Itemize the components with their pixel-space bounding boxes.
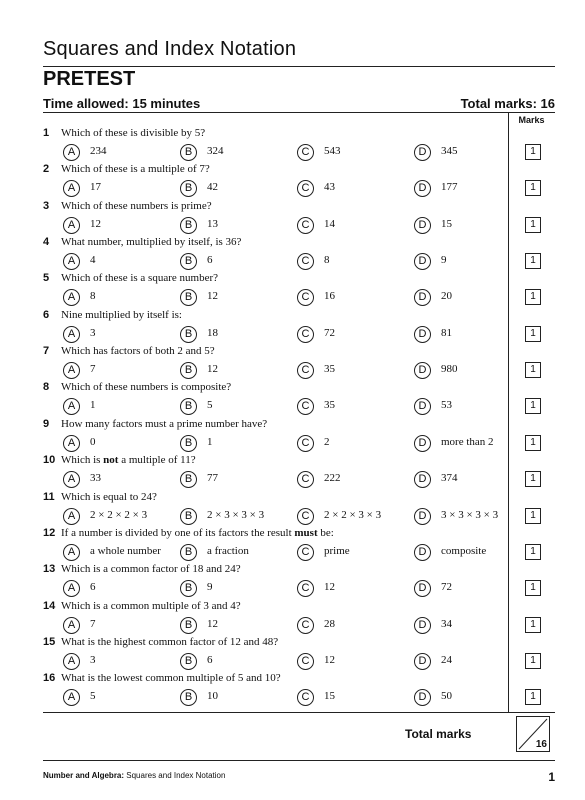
mark-box: 1 bbox=[525, 435, 541, 451]
question-number: 11 bbox=[43, 491, 55, 503]
question-text-part: What number, multiplied by itself, is 36? bbox=[61, 236, 242, 248]
option-letter-circle[interactable]: D bbox=[414, 471, 431, 488]
question-7 bbox=[43, 345, 508, 381]
option-answer: 4 bbox=[90, 254, 96, 266]
option-letter-circle[interactable]: B bbox=[180, 253, 197, 270]
option-answer: 0 bbox=[90, 436, 96, 448]
total-marks-value: 16 bbox=[535, 739, 547, 750]
option-answer: 81 bbox=[441, 327, 452, 339]
mark-box: 1 bbox=[525, 289, 541, 305]
option-letter-circle[interactable]: B bbox=[180, 289, 197, 306]
option-answer: 234 bbox=[90, 145, 107, 157]
question-16 bbox=[43, 672, 508, 708]
footer-text bbox=[43, 771, 225, 780]
option-answer: 53 bbox=[441, 399, 452, 411]
time-allowed: Time allowed: 15 minutes bbox=[43, 96, 201, 111]
bottom-rule bbox=[43, 712, 555, 713]
option-letter-circle[interactable]: C bbox=[297, 253, 314, 270]
option-answer: 10 bbox=[207, 690, 218, 702]
mark-box: 1 bbox=[525, 253, 541, 269]
option-answer: 72 bbox=[324, 327, 335, 339]
option-letter-circle[interactable]: A bbox=[63, 289, 80, 306]
option-letter-circle[interactable]: B bbox=[180, 326, 197, 343]
option-letter-circle[interactable]: A bbox=[63, 544, 80, 561]
question-text bbox=[61, 381, 231, 393]
question-number: 2 bbox=[43, 163, 50, 175]
question-text-part: Which is a common factor of 18 and 24? bbox=[61, 563, 241, 575]
question-text bbox=[61, 600, 241, 612]
question-number: 5 bbox=[43, 272, 50, 284]
option-answer: 12 bbox=[207, 290, 218, 302]
question-text-part: Which of these is divisible by 5? bbox=[61, 127, 206, 139]
question-number: 3 bbox=[43, 200, 50, 212]
question-text bbox=[61, 163, 210, 175]
question-12 bbox=[43, 527, 508, 563]
option-letter-circle[interactable]: D bbox=[414, 289, 431, 306]
question-6 bbox=[43, 309, 508, 345]
option-answer: 2 × 2 × 3 × 3 bbox=[324, 509, 382, 521]
question-8 bbox=[43, 381, 508, 417]
question-11 bbox=[43, 491, 508, 527]
question-text bbox=[61, 127, 205, 139]
option-letter-circle[interactable]: A bbox=[63, 398, 80, 415]
option-letter-circle[interactable]: A bbox=[63, 435, 80, 452]
question-number: 6 bbox=[43, 309, 50, 321]
question-4 bbox=[43, 236, 508, 272]
question-text-part: Which is bbox=[61, 454, 104, 466]
option-answer: 50 bbox=[441, 690, 452, 702]
option-letter-circle[interactable]: D bbox=[414, 544, 431, 561]
section-title: Squares and Index Notation bbox=[43, 38, 297, 60]
option-answer: 12 bbox=[207, 618, 218, 630]
option-letter-circle[interactable]: C bbox=[297, 617, 314, 634]
question-number: 13 bbox=[43, 563, 56, 575]
question-text-part: Which of these numbers is composite? bbox=[61, 381, 232, 393]
option-letter-circle[interactable]: C bbox=[297, 144, 314, 161]
option-answer: 12 bbox=[207, 363, 218, 375]
question-text bbox=[61, 563, 241, 575]
option-answer: 12 bbox=[90, 218, 101, 230]
option-answer: 77 bbox=[207, 472, 218, 484]
option-answer: 35 bbox=[324, 363, 335, 375]
mark-box: 1 bbox=[525, 217, 541, 233]
question-text bbox=[61, 491, 157, 503]
total-marks-header: Total marks: 16 bbox=[460, 96, 555, 111]
option-answer: 5 bbox=[90, 690, 96, 702]
option-letter-circle[interactable]: A bbox=[63, 471, 80, 488]
mark-box: 1 bbox=[525, 544, 541, 560]
option-answer: 17 bbox=[90, 181, 101, 193]
question-14 bbox=[43, 600, 508, 636]
question-number: 15 bbox=[43, 636, 56, 648]
question-9 bbox=[43, 418, 508, 454]
option-answer: 3 bbox=[90, 327, 96, 339]
question-number: 10 bbox=[43, 454, 56, 466]
option-answer: 14 bbox=[324, 218, 335, 230]
option-answer: 18 bbox=[207, 327, 218, 339]
option-letter-circle[interactable]: B bbox=[180, 398, 197, 415]
option-letter-circle[interactable]: D bbox=[414, 508, 431, 525]
page-number: 1 bbox=[548, 770, 555, 784]
option-letter-circle[interactable]: C bbox=[297, 289, 314, 306]
question-2 bbox=[43, 163, 508, 199]
option-answer: 28 bbox=[324, 618, 335, 630]
option-answer: 34 bbox=[441, 618, 452, 630]
option-letter-circle[interactable]: C bbox=[297, 217, 314, 234]
mark-box: 1 bbox=[525, 617, 541, 633]
option-letter-circle[interactable]: A bbox=[63, 653, 80, 670]
option-answer: a fraction bbox=[207, 545, 249, 557]
option-letter-circle[interactable]: A bbox=[63, 508, 80, 525]
marks-header: Marks bbox=[518, 115, 545, 125]
option-letter-circle[interactable]: B bbox=[180, 435, 197, 452]
option-letter-circle[interactable]: D bbox=[414, 362, 431, 379]
question-text bbox=[61, 454, 196, 466]
question-text bbox=[61, 236, 241, 248]
option-answer: 13 bbox=[207, 218, 218, 230]
question-text-part: Nine multiplied by itself is: bbox=[61, 309, 182, 321]
option-letter-circle[interactable]: B bbox=[180, 362, 197, 379]
option-letter-circle[interactable]: D bbox=[414, 689, 431, 706]
option-letter-circle[interactable]: D bbox=[414, 653, 431, 670]
question-3 bbox=[43, 200, 508, 236]
footer-topic: Squares and Index Notation bbox=[124, 771, 226, 780]
option-answer: 42 bbox=[207, 181, 218, 193]
option-letter-circle[interactable]: C bbox=[297, 398, 314, 415]
option-letter-circle[interactable]: A bbox=[63, 326, 80, 343]
option-letter-circle[interactable]: B bbox=[180, 508, 197, 525]
option-answer: 980 bbox=[441, 363, 458, 375]
footer-rule bbox=[43, 760, 555, 761]
option-answer: 177 bbox=[441, 181, 458, 193]
option-letter-circle[interactable]: C bbox=[297, 544, 314, 561]
option-answer: 543 bbox=[324, 145, 341, 157]
question-13 bbox=[43, 563, 508, 599]
question-text bbox=[61, 672, 281, 684]
option-letter-circle[interactable]: A bbox=[63, 580, 80, 597]
option-letter-circle[interactable]: B bbox=[180, 471, 197, 488]
option-letter-circle[interactable]: B bbox=[180, 653, 197, 670]
question-10 bbox=[43, 454, 508, 490]
question-text-part: a multiple of 11? bbox=[118, 454, 196, 466]
option-letter-circle[interactable]: D bbox=[414, 398, 431, 415]
option-answer: 345 bbox=[441, 145, 458, 157]
question-text-part: Which has factors of both 2 and 5? bbox=[61, 345, 215, 357]
option-letter-circle[interactable]: D bbox=[414, 253, 431, 270]
mark-box: 1 bbox=[525, 398, 541, 414]
option-answer: 1 bbox=[207, 436, 213, 448]
question-text bbox=[61, 636, 278, 648]
option-letter-circle[interactable]: A bbox=[63, 144, 80, 161]
option-answer: 33 bbox=[90, 472, 101, 484]
option-letter-circle[interactable]: A bbox=[63, 253, 80, 270]
option-letter-circle[interactable]: C bbox=[297, 471, 314, 488]
footer-strand: Number and Algebra: bbox=[43, 771, 125, 780]
option-answer: 9 bbox=[207, 581, 213, 593]
option-answer: 2 × 2 × 2 × 3 bbox=[90, 509, 148, 521]
option-answer: 8 bbox=[90, 290, 96, 302]
option-letter-circle[interactable]: C bbox=[297, 362, 314, 379]
total-marks-box bbox=[516, 716, 550, 752]
question-5 bbox=[43, 272, 508, 308]
question-number: 14 bbox=[43, 600, 56, 612]
option-letter-circle[interactable]: A bbox=[63, 362, 80, 379]
option-letter-circle[interactable]: B bbox=[180, 617, 197, 634]
mark-box: 1 bbox=[525, 362, 541, 378]
option-answer: 6 bbox=[90, 581, 96, 593]
question-text-part: If a number is divided by one of its factors the result bbox=[61, 527, 295, 539]
option-letter-circle[interactable]: B bbox=[180, 180, 197, 197]
question-number: 16 bbox=[43, 672, 56, 684]
option-answer: prime bbox=[324, 545, 350, 557]
option-answer: 3 bbox=[90, 654, 96, 666]
option-answer: 5 bbox=[207, 399, 213, 411]
option-answer: 324 bbox=[207, 145, 224, 157]
option-answer: 12 bbox=[324, 654, 335, 666]
question-text bbox=[61, 200, 212, 212]
question-text-part: Which of these is a square number? bbox=[61, 272, 218, 284]
mark-box: 1 bbox=[525, 508, 541, 524]
option-answer: 43 bbox=[324, 181, 335, 193]
mark-box: 1 bbox=[525, 471, 541, 487]
question-number: 1 bbox=[43, 127, 50, 139]
question-text bbox=[61, 527, 334, 539]
option-answer: 15 bbox=[324, 690, 335, 702]
question-text-part: Which is equal to 24? bbox=[61, 491, 157, 503]
question-number: 4 bbox=[43, 236, 50, 248]
option-letter-circle[interactable]: B bbox=[180, 217, 197, 234]
mark-box: 1 bbox=[525, 580, 541, 596]
question-text-part: Which of these numbers is prime? bbox=[61, 200, 212, 212]
option-answer: 9 bbox=[441, 254, 447, 266]
option-answer: 15 bbox=[441, 218, 452, 230]
option-letter-circle[interactable]: D bbox=[414, 144, 431, 161]
question-1 bbox=[43, 127, 508, 163]
question-text bbox=[61, 345, 215, 357]
option-answer: 222 bbox=[324, 472, 341, 484]
option-letter-circle[interactable]: A bbox=[63, 689, 80, 706]
question-number: 8 bbox=[43, 381, 50, 393]
question-text-part: How many factors must a prime number have? bbox=[61, 418, 268, 430]
option-letter-circle[interactable]: C bbox=[297, 180, 314, 197]
option-answer: composite bbox=[441, 545, 487, 557]
option-answer: 6 bbox=[207, 254, 213, 266]
option-answer: 2 × 3 × 3 × 3 bbox=[207, 509, 265, 521]
option-letter-circle[interactable]: C bbox=[297, 508, 314, 525]
option-letter-circle[interactable]: D bbox=[414, 435, 431, 452]
option-answer: 12 bbox=[324, 581, 335, 593]
option-letter-circle[interactable]: C bbox=[297, 689, 314, 706]
question-text bbox=[61, 309, 182, 321]
option-answer: 6 bbox=[207, 654, 213, 666]
option-answer: 20 bbox=[441, 290, 452, 302]
option-answer: 2 bbox=[324, 436, 330, 448]
option-letter-circle[interactable]: B bbox=[180, 689, 197, 706]
option-answer: 7 bbox=[90, 363, 96, 375]
question-text-part: What is the lowest common multiple of 5 and 10? bbox=[61, 672, 281, 684]
question-15 bbox=[43, 636, 508, 672]
option-answer: more than 2 bbox=[441, 436, 494, 448]
option-answer: 374 bbox=[441, 472, 458, 484]
question-text bbox=[61, 272, 218, 284]
question-number: 9 bbox=[43, 418, 50, 430]
option-letter-circle[interactable]: D bbox=[414, 580, 431, 597]
mark-box: 1 bbox=[525, 144, 541, 160]
question-text-part: Which is a common multiple of 3 and 4? bbox=[61, 600, 241, 612]
option-letter-circle[interactable]: C bbox=[297, 580, 314, 597]
option-letter-circle[interactable]: D bbox=[414, 180, 431, 197]
option-answer: 24 bbox=[441, 654, 452, 666]
question-text-part: be: bbox=[317, 527, 334, 539]
test-title: PRETEST bbox=[43, 68, 136, 90]
mark-box: 1 bbox=[525, 689, 541, 705]
option-letter-circle[interactable]: D bbox=[414, 326, 431, 343]
mark-box: 1 bbox=[525, 653, 541, 669]
top-rule bbox=[43, 112, 555, 113]
option-letter-circle[interactable]: B bbox=[180, 580, 197, 597]
option-answer: 8 bbox=[324, 254, 330, 266]
header-divider bbox=[43, 66, 555, 67]
question-text-emphasis: not bbox=[103, 454, 119, 466]
option-letter-circle[interactable]: C bbox=[297, 653, 314, 670]
option-answer: 3 × 3 × 3 × 3 bbox=[441, 509, 499, 521]
option-letter-circle[interactable]: A bbox=[63, 180, 80, 197]
option-letter-circle[interactable]: D bbox=[414, 217, 431, 234]
option-letter-circle[interactable]: C bbox=[297, 435, 314, 452]
mark-box: 1 bbox=[525, 180, 541, 196]
option-answer: 16 bbox=[324, 290, 335, 302]
option-answer: 35 bbox=[324, 399, 335, 411]
option-letter-circle[interactable]: D bbox=[414, 617, 431, 634]
question-text-part: What is the highest common factor of 12 and 48? bbox=[61, 636, 279, 648]
question-number: 12 bbox=[43, 527, 56, 539]
option-answer: 7 bbox=[90, 618, 96, 630]
option-letter-circle[interactable]: C bbox=[297, 326, 314, 343]
option-letter-circle[interactable]: B bbox=[180, 544, 197, 561]
option-letter-circle[interactable]: A bbox=[63, 617, 80, 634]
option-letter-circle[interactable]: B bbox=[180, 144, 197, 161]
mark-box: 1 bbox=[525, 326, 541, 342]
question-number: 7 bbox=[43, 345, 50, 357]
question-text-emphasis: must bbox=[294, 527, 318, 539]
option-answer: a whole number bbox=[90, 545, 161, 557]
total-marks-label: Total marks bbox=[405, 727, 472, 741]
option-letter-circle[interactable]: A bbox=[63, 217, 80, 234]
question-text bbox=[61, 418, 267, 430]
question-text-part: Which of these is a multiple of 7? bbox=[61, 163, 210, 175]
option-answer: 1 bbox=[90, 399, 96, 411]
option-answer: 72 bbox=[441, 581, 452, 593]
